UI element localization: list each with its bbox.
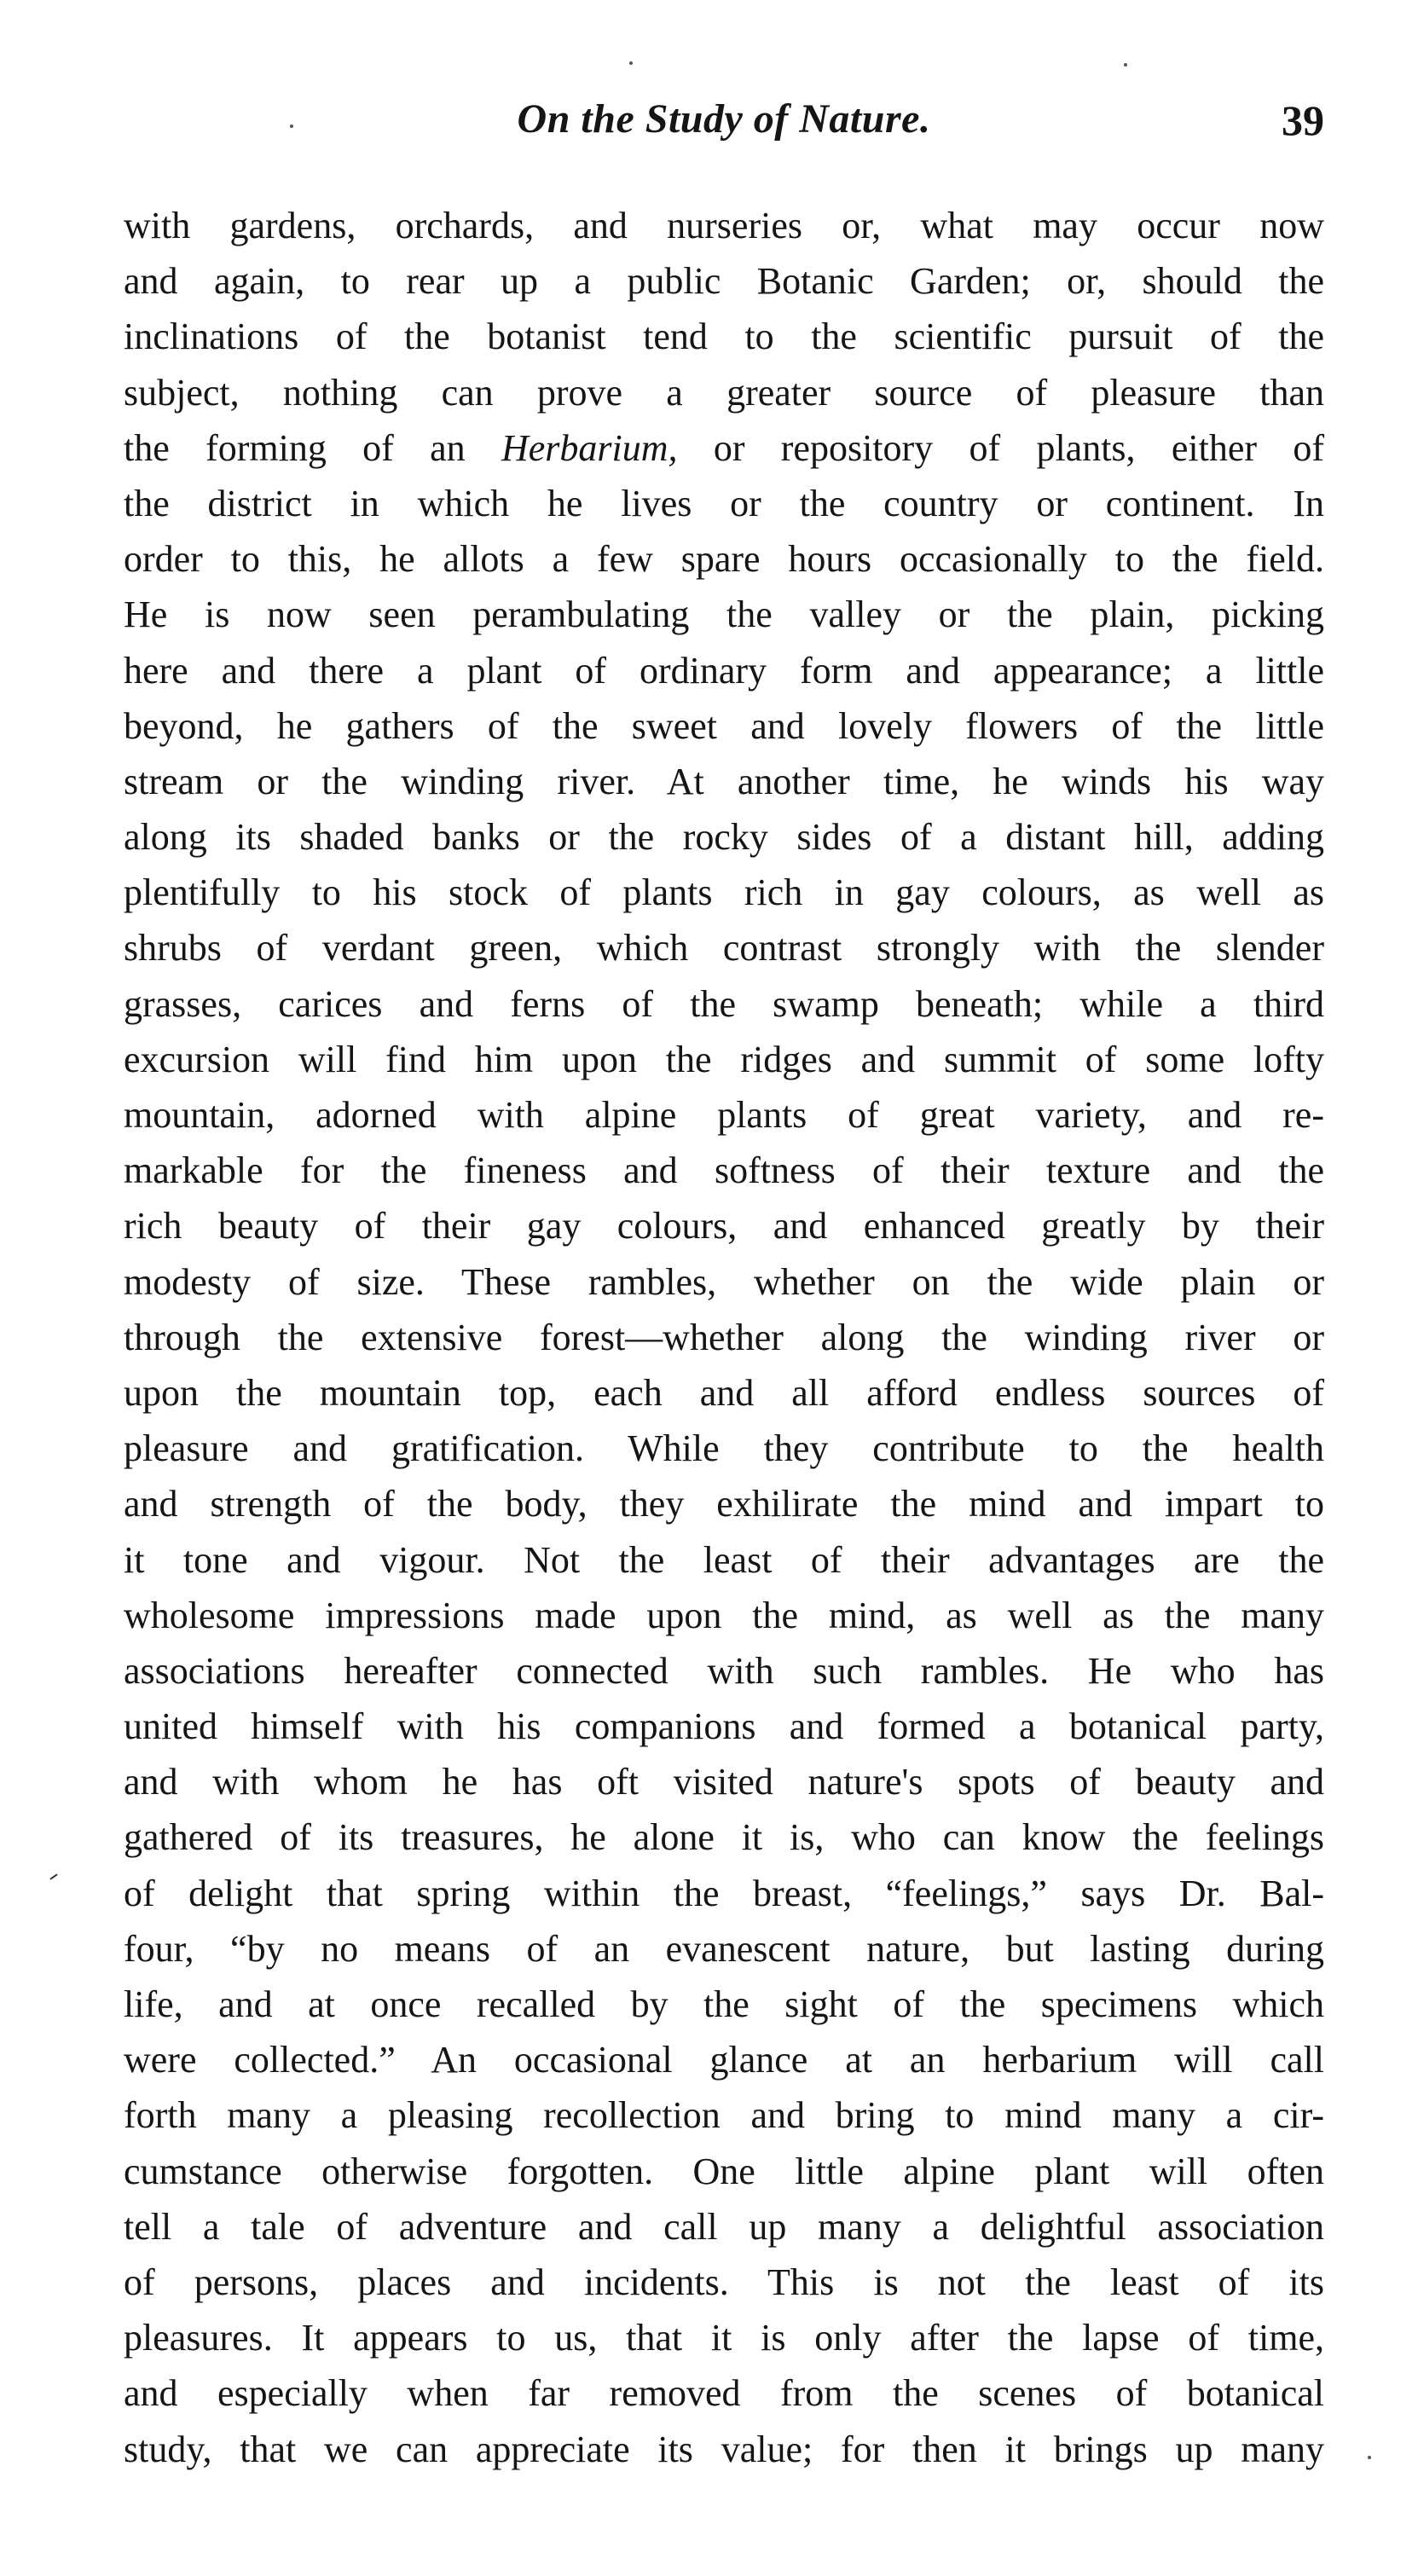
text-line: of persons, places and incidents. This is not the least of its: [124, 2261, 1324, 2303]
margin-pencil-mark: [49, 1873, 57, 1879]
text-line: pleasures. It appears to us, that it is only after the lapse of time,: [124, 2317, 1324, 2359]
text-line: were collected.” An occasional glance at an herbarium will call: [124, 2039, 1324, 2081]
text-line: study, that we can appreciate its value; for then it brings up many: [124, 2428, 1324, 2470]
text-line: mountain, adorned with alpine plants of great variety, and re-: [124, 1094, 1324, 1136]
text-line: rich beauty of their gay colours, and enhanced greatly by their: [124, 1205, 1324, 1247]
text-line: subject, nothing can prove a greater source of pleasure than: [124, 371, 1324, 414]
text-line: stream or the winding river. At another time, he winds his way: [124, 760, 1324, 802]
text-line: plentifully to his stock of plants rich in gay colours, as well as: [124, 871, 1324, 914]
page-number: 39: [1282, 96, 1324, 144]
text-line: shrubs of verdant green, which contrast strongly with the slender: [124, 927, 1324, 970]
running-head: [124, 96, 1324, 164]
text-line: cumstance otherwise forgotten. One little alpine plant will often: [124, 2150, 1324, 2192]
text-line: tell a tale of adventure and call up many a delightful association: [124, 2205, 1324, 2248]
text-line: grasses, carices and ferns of the swamp beneath; while a third: [124, 982, 1324, 1025]
text-line: modesty of size. These rambles, whether on the wide plain or: [124, 1260, 1324, 1303]
text-line: upon the mountain top, each and all afford endless sources of: [124, 1371, 1324, 1414]
text-line: He is now seen perambulating the valley or the plain, picking: [124, 593, 1324, 636]
text-line: excursion will find him upon the ridges and summit of some lofty: [124, 1038, 1324, 1080]
text-line: united himself with his companions and formed a botanical party,: [124, 1705, 1324, 1748]
print-speck: [1124, 63, 1127, 67]
text-line-part: the forming of an: [124, 426, 466, 469]
body-text: [124, 198, 1324, 2477]
text-line: here and there a plant of ordinary form and appearance; a little: [124, 649, 1324, 692]
text-line: order to this, he allots a few spare hours occasionally to the field.: [124, 538, 1324, 581]
text-line: inclinations of the botanist tend to the scientific pursuit of the: [124, 315, 1324, 358]
text-line: wholesome impressions made upon the mind, as well as the many: [124, 1594, 1324, 1636]
text-line: and strength of the body, they exhilirate the mind and impart to: [124, 1483, 1324, 1525]
text-line: forth many a pleasing recollection and bring to mind many a cir-: [124, 2094, 1324, 2137]
text-line-herbarium: [124, 420, 1324, 476]
text-line: markable for the fineness and softness of their texture and the: [124, 1149, 1324, 1192]
text-line: the district in which he lives or the country or continent. In: [124, 482, 1324, 524]
text-line: life, and at once recalled by the sight of the specimens which: [124, 1983, 1324, 2025]
text-line-part: or repository of plants, either of: [713, 426, 1324, 469]
text-line: beyond, he gathers of the sweet and lovely flowers of the little: [124, 704, 1324, 747]
print-speck: [629, 61, 633, 65]
italic-term-herbarium: Herbarium,: [501, 426, 678, 469]
print-speck: [290, 124, 293, 128]
text-line: pleasure and gratification. While they contribute to the health: [124, 1427, 1324, 1470]
text-line: gathered of its treasures, he alone it is, who can know the feelings: [124, 1816, 1324, 1859]
text-line: and with whom he has oft visited nature's spots of beauty and: [124, 1761, 1324, 1803]
text-line: it tone and vigour. Not the least of their advantages are the: [124, 1538, 1324, 1581]
print-speck: [1368, 2456, 1371, 2459]
text-line: associations hereafter connected with such rambles. He who has: [124, 1649, 1324, 1692]
text-line: along its shaded banks or the rocky sides of a distant hill, adding: [124, 816, 1324, 859]
running-title: On the Study of Nature.: [517, 96, 931, 142]
text-line: through the extensive forest—whether along the winding river or: [124, 1316, 1324, 1358]
text-line: and especially when far removed from the scenes of botanical: [124, 2372, 1324, 2415]
text-line: four, “by no means of an evanescent nature, but lasting during: [124, 1927, 1324, 1970]
text-line: and again, to rear up a public Botanic Garden; or, should the: [124, 260, 1324, 303]
text-line: with gardens, orchards, and nurseries or, what may occur now: [124, 205, 1324, 246]
text-line: of delight that spring within the breast, “feelings,” says Dr. Bal-: [124, 1872, 1324, 1914]
